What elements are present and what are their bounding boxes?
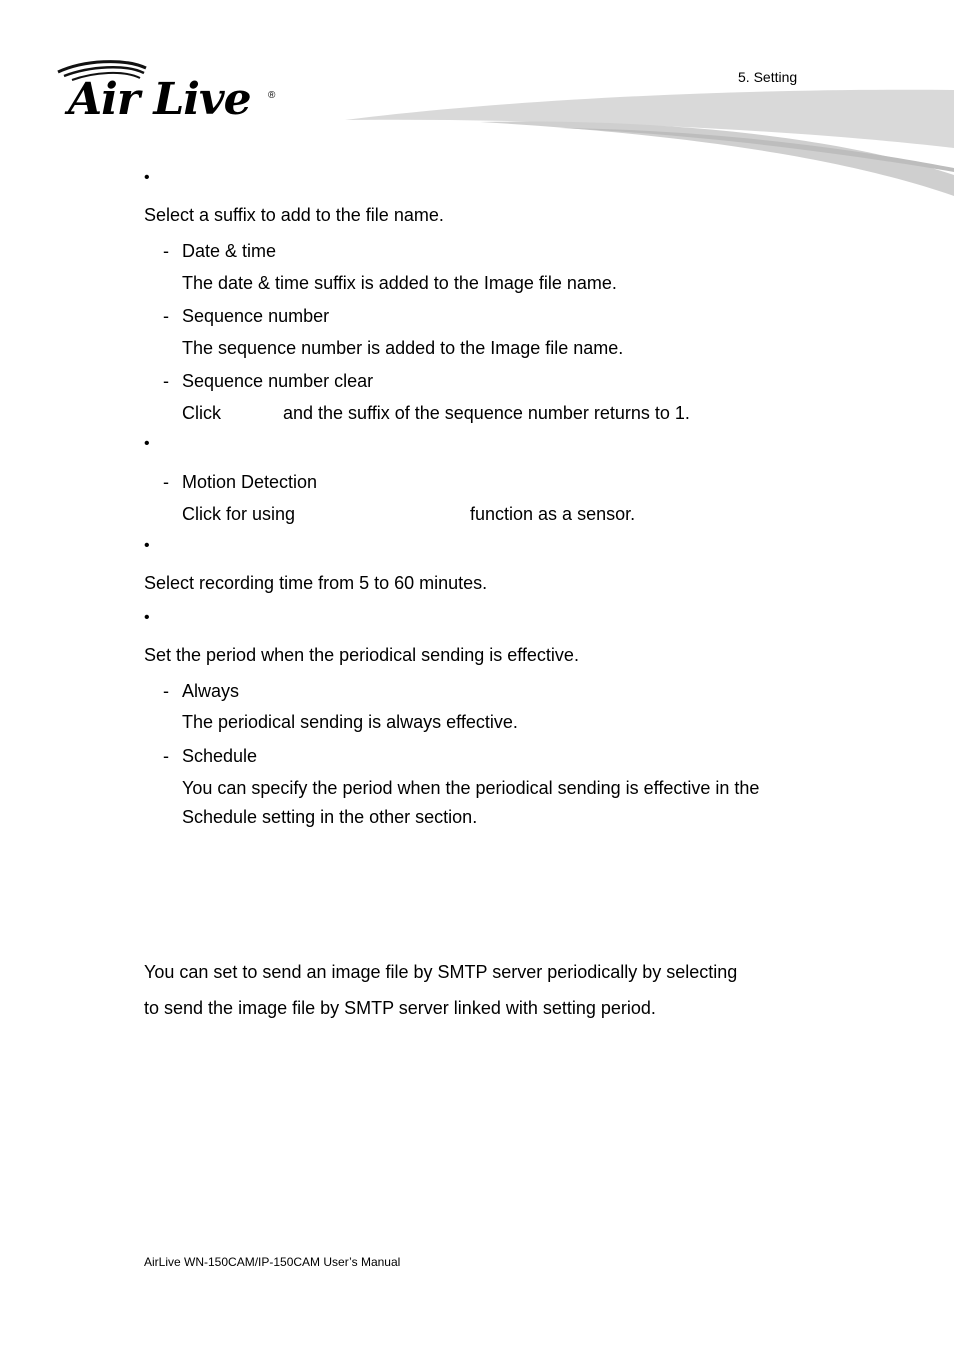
smtp-paragraph-line-2: to send the image file by SMTP server linked with setting period. [144, 998, 656, 1018]
dash: - [163, 306, 169, 326]
footer-manual-title: AirLive WN-150CAM/IP-150CAM User’s Manual [144, 1255, 401, 1269]
suffix-intro: Select a suffix to add to the file name. [144, 205, 444, 225]
bullet: • [144, 435, 150, 452]
dash: - [163, 746, 169, 766]
recording-desc: Select recording time from 5 to 60 minutes. [144, 573, 488, 593]
option-seq-desc: The sequence number is added to the Image file name. [182, 338, 624, 358]
option-schedule-desc-1: You can specify the period when the periodical sending is effective in the [182, 778, 760, 798]
option-seq-clear-title: Sequence number clear [182, 371, 374, 391]
option-schedule-desc-2: Schedule setting in the other section. [182, 807, 478, 827]
option-always-desc: The periodical sending is always effective. [182, 712, 518, 732]
bullet: • [144, 169, 150, 186]
dash: - [163, 681, 169, 701]
bullet: • [144, 609, 150, 626]
period-intro: Set the period when the periodical sending is effective. [144, 645, 579, 665]
seq-clear-desc: and the suffix of the sequence number returns to 1. [283, 403, 690, 423]
smtp-paragraph-line-1: You can set to send an image file by SMTP server periodically by selecting [144, 962, 738, 982]
option-date-time-title: Date & time [182, 241, 277, 261]
motion-desc: function as a sensor. [470, 504, 636, 524]
option-always-title: Always [182, 681, 240, 701]
option-seq-title: Sequence number [182, 306, 330, 326]
option-date-time-desc: The date & time suffix is added to the Image file name. [182, 273, 617, 293]
motion-click: Click for using [182, 504, 296, 524]
dash: - [163, 472, 169, 492]
logo-registered-mark: ® [268, 90, 276, 101]
section-header: 5. Setting [738, 69, 798, 85]
airlive-logo [54, 58, 284, 133]
dash: - [163, 241, 169, 261]
seq-clear-click: Click [182, 403, 221, 423]
bullet: • [144, 537, 150, 554]
option-schedule-title: Schedule [182, 746, 258, 766]
dash: - [163, 371, 169, 391]
option-motion-title: Motion Detection [182, 472, 318, 492]
logo-text: Air Live [68, 74, 251, 125]
